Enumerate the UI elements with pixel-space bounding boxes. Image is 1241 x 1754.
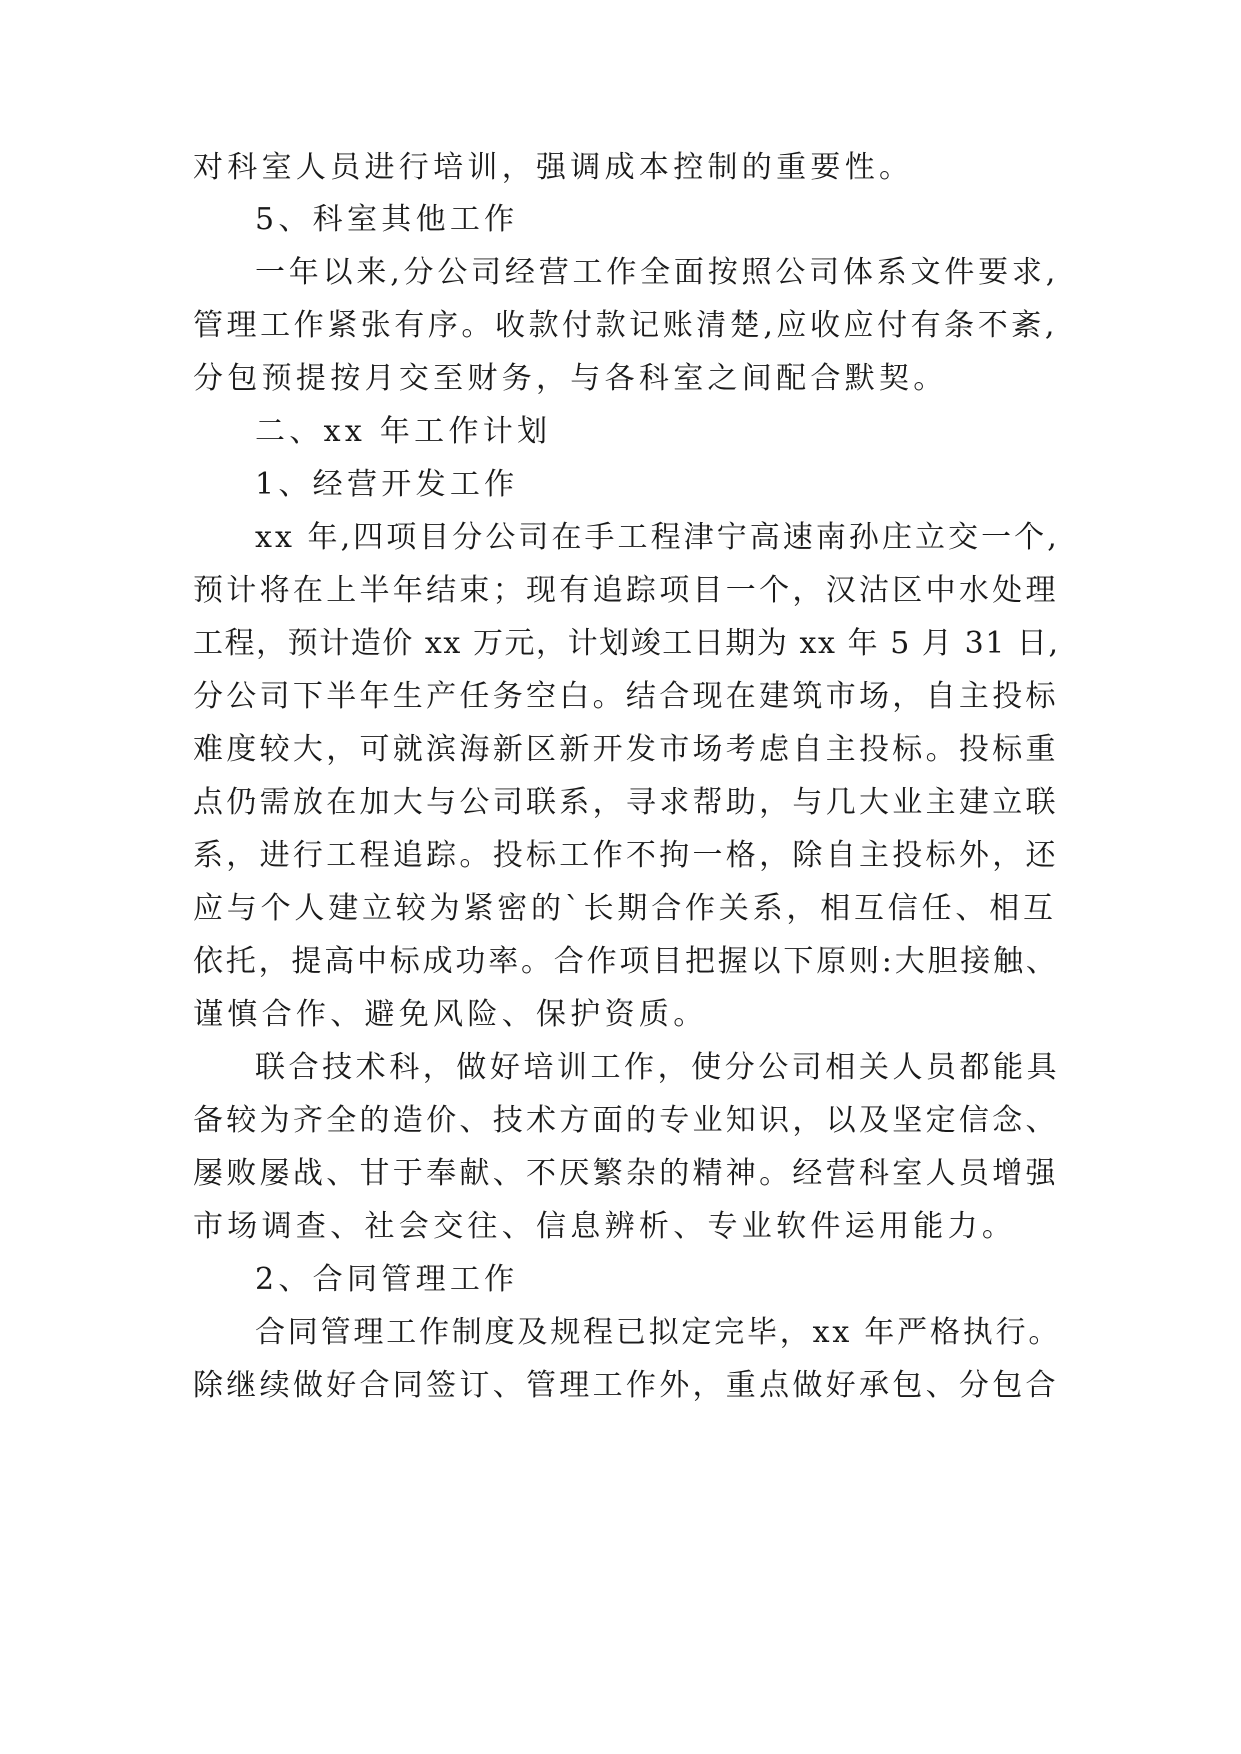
paragraph-line: 工程，预计造价 xx 万元，计划竣工日期为 xx 年 5 月 31 日, [193,626,1060,661]
paragraph-line: 屡败屡战、甘于奉献、不厌繁杂的精神。经营科室人员增强 [193,1156,1059,1191]
section-heading: 2、合同管理工作 [255,1262,519,1297]
section-heading: 5、科室其他工作 [255,202,519,237]
paragraph-line: 分包预提按月交至财务，与各科室之间配合默契。 [193,361,948,396]
paragraph-line: 谨慎合作、避免风险、保护资质。 [193,997,708,1032]
paragraph-line: 系，进行工程追踪。投标工作不拘一格，除自主投标外，还 [193,838,1059,873]
paragraph-line: 依托，提高中标成功率。合作项目把握以下原则:大胆接触、 [193,944,1059,979]
section-heading: 1、经营开发工作 [255,467,519,502]
paragraph-line: 市场调查、社会交往、信息辨析、专业软件运用能力。 [193,1209,1017,1244]
paragraph-line: 管理工作紧张有序。收款付款记账清楚,应收应付有条不紊, [193,308,1058,343]
paragraph-line: 点仍需放在加大与公司联系，寻求帮助，与几大业主建立联 [193,785,1059,820]
paragraph-line: 难度较大，可就滨海新区新开发市场考虑自主投标。投标重 [193,732,1059,767]
paragraph-line: 对科室人员进行培训，强调成本控制的重要性。 [193,150,914,185]
paragraph-line: 一年以来,分公司经营工作全面按照公司体系文件要求, [255,255,1060,290]
paragraph-line: 联合技术科，做好培训工作，使分公司相关人员都能具 [255,1050,1061,1085]
section-heading: 二、xx 年工作计划 [255,414,552,449]
paragraph-line: 应与个人建立较为紧密的`长期合作关系，相互信任、相互 [193,891,1057,926]
paragraph-line: 预计将在上半年结束；现有追踪项目一个，汉沽区中水处理 [193,573,1059,608]
paragraph-line: 合同管理工作制度及规程已拟定完毕，xx 年严格执行。 [255,1315,1062,1350]
paragraph-line: 备较为齐全的造价、技术方面的专业知识，以及坚定信念、 [193,1103,1059,1138]
paragraph-line: xx 年,四项目分公司在手工程津宁高速南孙庄立交一个, [255,520,1060,555]
paragraph-line: 分公司下半年生产任务空白。结合现在建筑市场，自主投标 [193,679,1059,714]
paragraph-line: 除继续做好合同签订、管理工作外，重点做好承包、分包合 [193,1368,1059,1403]
